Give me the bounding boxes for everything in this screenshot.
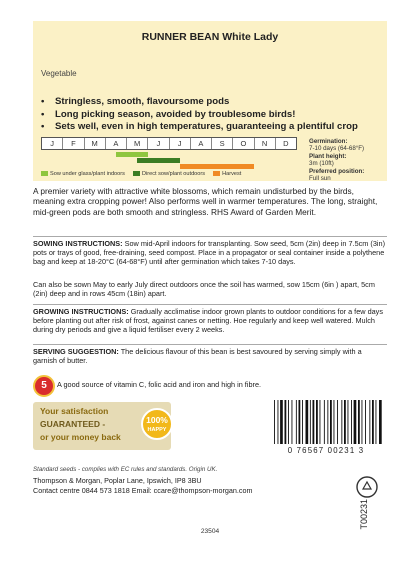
month-cell: J xyxy=(147,138,168,149)
recycle-icon xyxy=(356,476,378,498)
divider xyxy=(33,236,387,237)
sow-under-glass-bar xyxy=(116,152,148,157)
divider xyxy=(33,304,387,305)
month-cell: M xyxy=(84,138,105,149)
divider xyxy=(33,344,387,345)
preferred-position-label: Preferred position: xyxy=(309,167,365,175)
calendar-legend xyxy=(41,171,297,177)
calendar-bars xyxy=(41,150,297,171)
month-cell: J xyxy=(169,138,190,149)
preferred-position-value: Full sun xyxy=(309,175,331,183)
plant-height-value: 3m (10ft) xyxy=(309,160,334,168)
guarantee-line3: or your money back xyxy=(40,432,121,442)
month-cell: A xyxy=(190,138,211,149)
sowing-calendar xyxy=(41,137,297,177)
legend-harvest: Harvest xyxy=(213,171,241,177)
month-cell: A xyxy=(105,138,126,149)
nutrition-note: A good source of vitamin C, folic acid and iron and high in fibre. xyxy=(57,380,262,389)
feature-list xyxy=(41,96,358,134)
product-code: T00231 xyxy=(359,499,369,530)
month-row xyxy=(41,137,297,150)
month-cell: J xyxy=(50,139,54,148)
feature-item: • Stringless, smooth, flavoursome pods xyxy=(41,96,230,107)
feature-item: • Sets well, even in high temperatures, guaranteeing a plentiful crop xyxy=(41,121,358,132)
legend-sow-under-glass: Sow under glass/plant indoors xyxy=(41,171,125,177)
contact-line: Contact centre 0844 573 1818 Email: ccare@thompson-morgan.com xyxy=(33,486,253,495)
feature-item: • Long picking season, avoided by troublesome birds! xyxy=(41,108,296,120)
category-label: Vegetable xyxy=(41,69,77,78)
germination-label: Germination: xyxy=(309,138,348,145)
barcode-number: 0 76567 00231 3 xyxy=(287,446,365,455)
guarantee-line1: Your satisfaction xyxy=(40,406,109,416)
plant-height-label: Plant height: xyxy=(309,152,347,160)
serving-suggestion: SERVING SUGGESTION: The delicious flavour of this bean is best savoured by serving simply with a garnish of butter. xyxy=(33,347,362,366)
month-cell: N xyxy=(254,138,275,149)
product-title: RUNNER BEAN White Lady xyxy=(141,31,279,43)
company-address xyxy=(33,476,252,496)
harvest-bar xyxy=(180,164,255,169)
month-cell: F xyxy=(62,138,83,149)
product-description: A premier variety with attractive white blossoms, which remain undisturbed by the birds, meaning extra cropping power! Also performs well in warmer temperatures. The long, straight, mid-green pods are both smooth and stringless. RHS Award of Garden Merit. xyxy=(33,186,378,217)
standards-note: Standard seeds - complies with EC rules and standards. Origin UK. xyxy=(33,466,218,473)
sowing-instructions-extra: Can also be sown May to early July direct outdoors once the soil has warmed, sow 15cm (6in ) apart, 5cm (2in) deep and in rows 45cm (18in) apart. xyxy=(33,280,375,299)
month-cell: D xyxy=(275,138,296,149)
direct-sow-bar xyxy=(137,158,180,163)
header-panel xyxy=(33,21,387,181)
growing-instructions: GROWING INSTRUCTIONS: Gradually acclimatise indoor grown plants to outdoor conditions for a few days before planting out after risk of frost, against canes or netting. Hoe regularly and keep well watered. Mulch during dry periods and give a liquid fertiliser every 2 weeks. xyxy=(33,307,383,335)
satisfaction-guarantee xyxy=(33,402,171,450)
month-cell: O xyxy=(232,138,253,149)
guarantee-line2: GUARANTEED - xyxy=(40,419,106,429)
sowing-instructions: SOWING INSTRUCTIONS: Sow mid-April indoors for transplanting. Sow seed, 5cm (2in) deep in 7.5cm (3in) pots or trays of good, free-draining, seed compost. Place in a propagator or seal container inside a polythene bag and keep at 18-20°C (64-68°F) until after germination which takes 7-10 days. xyxy=(33,239,385,267)
month-cell: S xyxy=(211,138,232,149)
month-cell: M xyxy=(126,138,147,149)
five-a-day-badge: 5 xyxy=(33,375,55,397)
happy-seal-icon: 100% HAPPY xyxy=(141,408,173,440)
germination-value: 7-10 days (64-68°F) xyxy=(309,145,365,153)
barcode-icon xyxy=(272,400,382,444)
growing-info xyxy=(309,138,364,182)
address-line: Thompson & Morgan, Poplar Lane, Ipswich, IP8 3BU xyxy=(33,476,202,485)
legend-direct-sow: Direct sow/plant outdoors xyxy=(133,171,205,177)
page-number: 23504 xyxy=(200,528,220,535)
